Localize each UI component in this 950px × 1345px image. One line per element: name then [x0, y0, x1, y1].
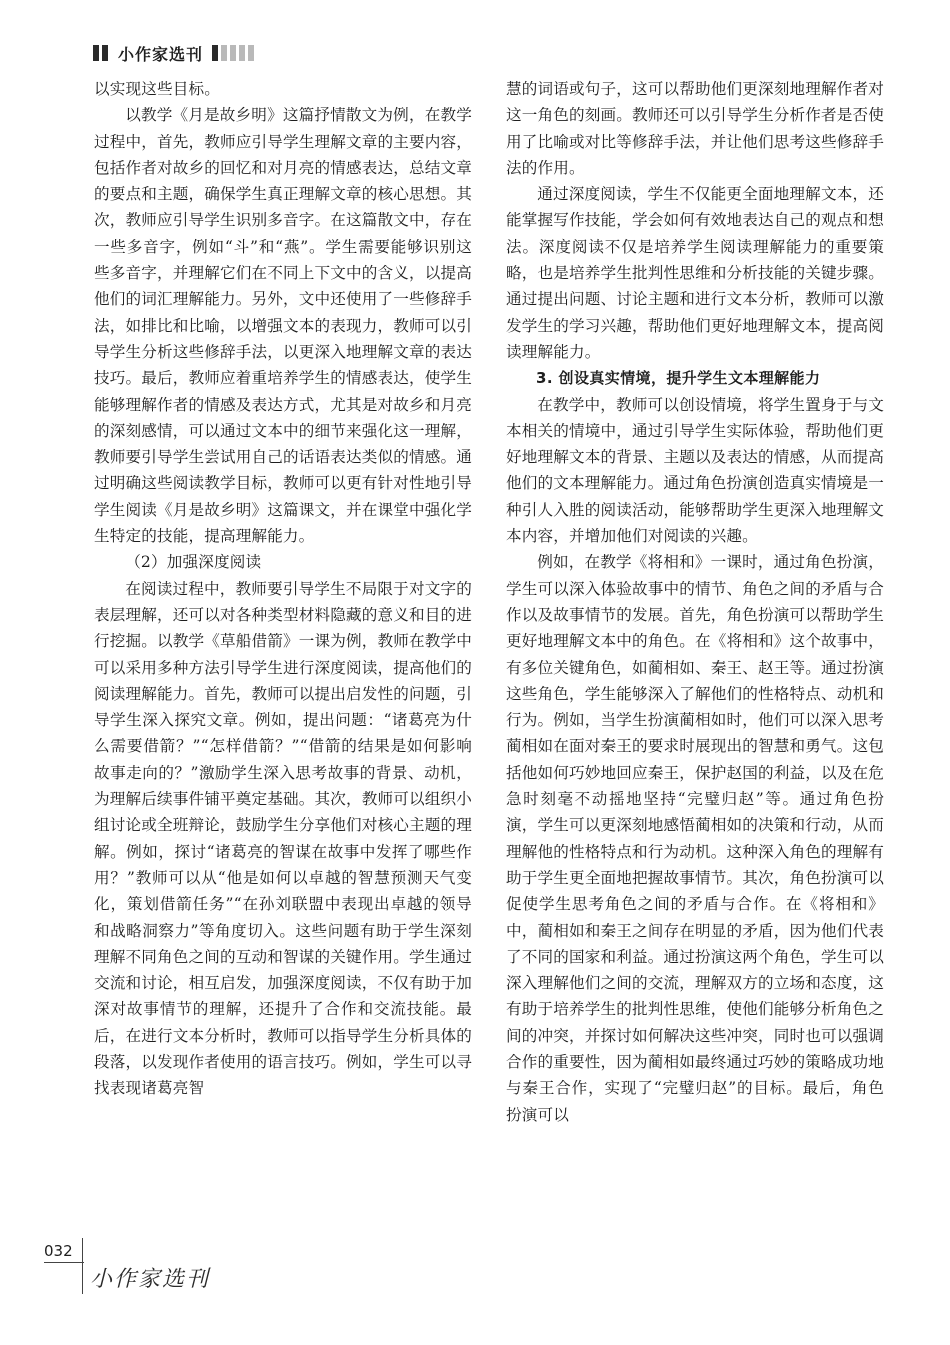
- section-heading: 3. 创设真实情境，提升学生文本理解能力: [536, 369, 821, 388]
- footer-logo: 小作家选刊: [90, 1267, 211, 1292]
- header-bar-icon: [93, 45, 99, 61]
- header-bar-icon: [212, 45, 218, 61]
- journal-title: 小作家选刊: [118, 44, 204, 64]
- right-column: [506, 76, 884, 1128]
- header-bar-icon: [102, 45, 108, 61]
- paragraph: 例如，在教学《将相和》一课时，通过角色扮演，学生可以深入体验故事中的情节、角色之间的矛盾与合作以及故事情节的发展。首先，角色扮演可以帮助学生更好地理解文本中的角色。在《将相和》这个故事中，有多位关键角色，如蔺相如、秦王、赵王等。通过扮演这些角色，学生能够深入了解他们的性格特点、动机和行为。例如，当学生扮演蔺相如时，他们可以深入思考蔺相如在面对秦王的要求时展现出的智慧和勇气。这包括他如何巧妙地回应秦王，保护赵国的利益，以及在危急时刻毫不动摇地坚持“完璧归赵”等。通过角色扮演，学生可以更深刻地感悟蔺相如的决策和行动，从而理解他的性格特点和行为动机。这种深入角色的理解有助于学生更全面地把握故事情节。其次，角色扮演可以促使学生思考角色之间的矛盾与合作。在《将相和》中，蔺相如和秦王之间存在明显的矛盾，因为他们代表了不同的国家和利益。通过扮演这两个角色，学生可以深入理解他们之间的交流，理解双方的立场和态度，这有助于培养学生的批判性思维，使他们能够分析角色之间的冲突，并探讨如何解决这些冲突，同时也可以强调合作的重要性，因为蔺相如最终通过巧妙的策略成功地与秦王合作，实现了“完璧归赵”的目标。最后，角色扮演可以: [506, 553, 884, 1124]
- header-bar-icon: [248, 45, 254, 61]
- header-bar-icon: [239, 45, 245, 61]
- paragraph: 通过深度阅读，学生不仅能更全面地理解文本，还能掌握写作技能，学会如何有效地表达自己的观点和想法。深度阅读不仅是培养学生阅读理解能力的重要策略，也是培养学生批判性思维和分析技能的关键步骤。通过提出问题、讨论主题和进行文本分析，教师可以激发学生的学习兴趣，帮助他们更好地理解文本，提高阅读理解能力。: [506, 185, 884, 361]
- header-bar-icon: [230, 45, 236, 61]
- paragraph: 以教学《月是故乡明》这篇抒情散文为例，在教学过程中，首先，教师应引导学生理解文章的主要内容，包括作者对故乡的回忆和对月亮的情感表达，总结文章的要点和主题，确保学生真正理解文章的核心思想。其次，教师应引导学生识别多音字。在这篇散文中，存在一些多音字，例如“斗”和“燕”。学生需要能够识别这些多音字，并理解它们在不同上下文中的含义，以提高他们的词汇理解能力。另外，文中还使用了一些修辞手法，如排比和比喻，以增强文本的表现力，教师可以引导学生分析这些修辞手法，以更深入地理解文章的表达技巧。最后，教师应着重培养学生的情感表达，使学生能够理解作者的情感及表达方式，尤其是对故乡和月亮的深刻感情，可以通过文本中的细节来强化这一理解，教师要引导学生尝试用自己的话语表达类似的情感。通过明确这些阅读教学目标，教师可以更有针对性地引导学生阅读《月是故乡明》这篇课文，并在课堂中强化学生特定的技能，提高理解能力。: [94, 106, 472, 546]
- left-column: [94, 76, 472, 1102]
- footer-divider: [82, 1238, 83, 1294]
- page-number: 032: [44, 1242, 73, 1260]
- running-header: [93, 43, 257, 63]
- paragraph: 在教学中，教师可以创设情境，将学生置身于与文本相关的情境中，通过引导学生实际体验，帮助他们更好地理解文本的背景、主题以及表达的情感，从而提高他们的文本理解能力。通过角色扮演创造真实情境是一种引人入胜的阅读活动，能够帮助学生更深入地理解文本内容，并增加他们对阅读的兴趣。: [506, 395, 884, 546]
- paragraph: 在阅读过程中，教师要引导学生不局限于对文字的表层理解，还可以对各种类型材料隐藏的意义和目的进行挖掘。以教学《草船借箭》一课为例，教师在教学中可以采用多种方法引导学生进行深度阅读，提高他们的阅读理解能力。首先，教师可以提出启发性的问题，引导学生深入探究文章。例如，提出问题：“诸葛亮为什么需要借箭？”“怎样借箭？”“借箭的结果是如何影响故事走向的？”激励学生深入思考故事的背景、动机，为理解后续事件铺平奠定基础。其次，教师可以组织小组讨论或全班辩论，鼓励学生分享他们对核心主题的理解。例如，探讨“诸葛亮的智谋在故事中发挥了哪些作用？”教师可以从“他是如何以卓越的智慧预测天气变化，策划借箭任务”“在孙刘联盟中表现出卓越的领导和战略洞察力”等角度切入。这些问题有助于学生深刻理解不同角色之间的互动和智谋的关键作用。学生通过交流和讨论，相互启发，加强深度阅读，不仅有助于加深对故事情节的理解，还提升了合作和交流技能。最后，在进行文本分析时，教师可以指导学生分析具体的段落，以发现作者使用的语言技巧。例如，学生可以寻找表现诸葛亮智: [94, 579, 472, 1098]
- header-bar-icon: [221, 45, 227, 61]
- paragraph: 慧的词语或句子，这可以帮助他们更深刻地理解作者对这一角色的刻画。教师还可以引导学生分析作者是否使用了比喻或对比等修辞手法，并让他们思考这些修辞手法的作用。: [506, 80, 884, 177]
- paragraph: 以实现这些目标。: [94, 80, 220, 98]
- subheading: （2）加强深度阅读: [125, 553, 262, 572]
- footer-divider: [44, 1262, 84, 1263]
